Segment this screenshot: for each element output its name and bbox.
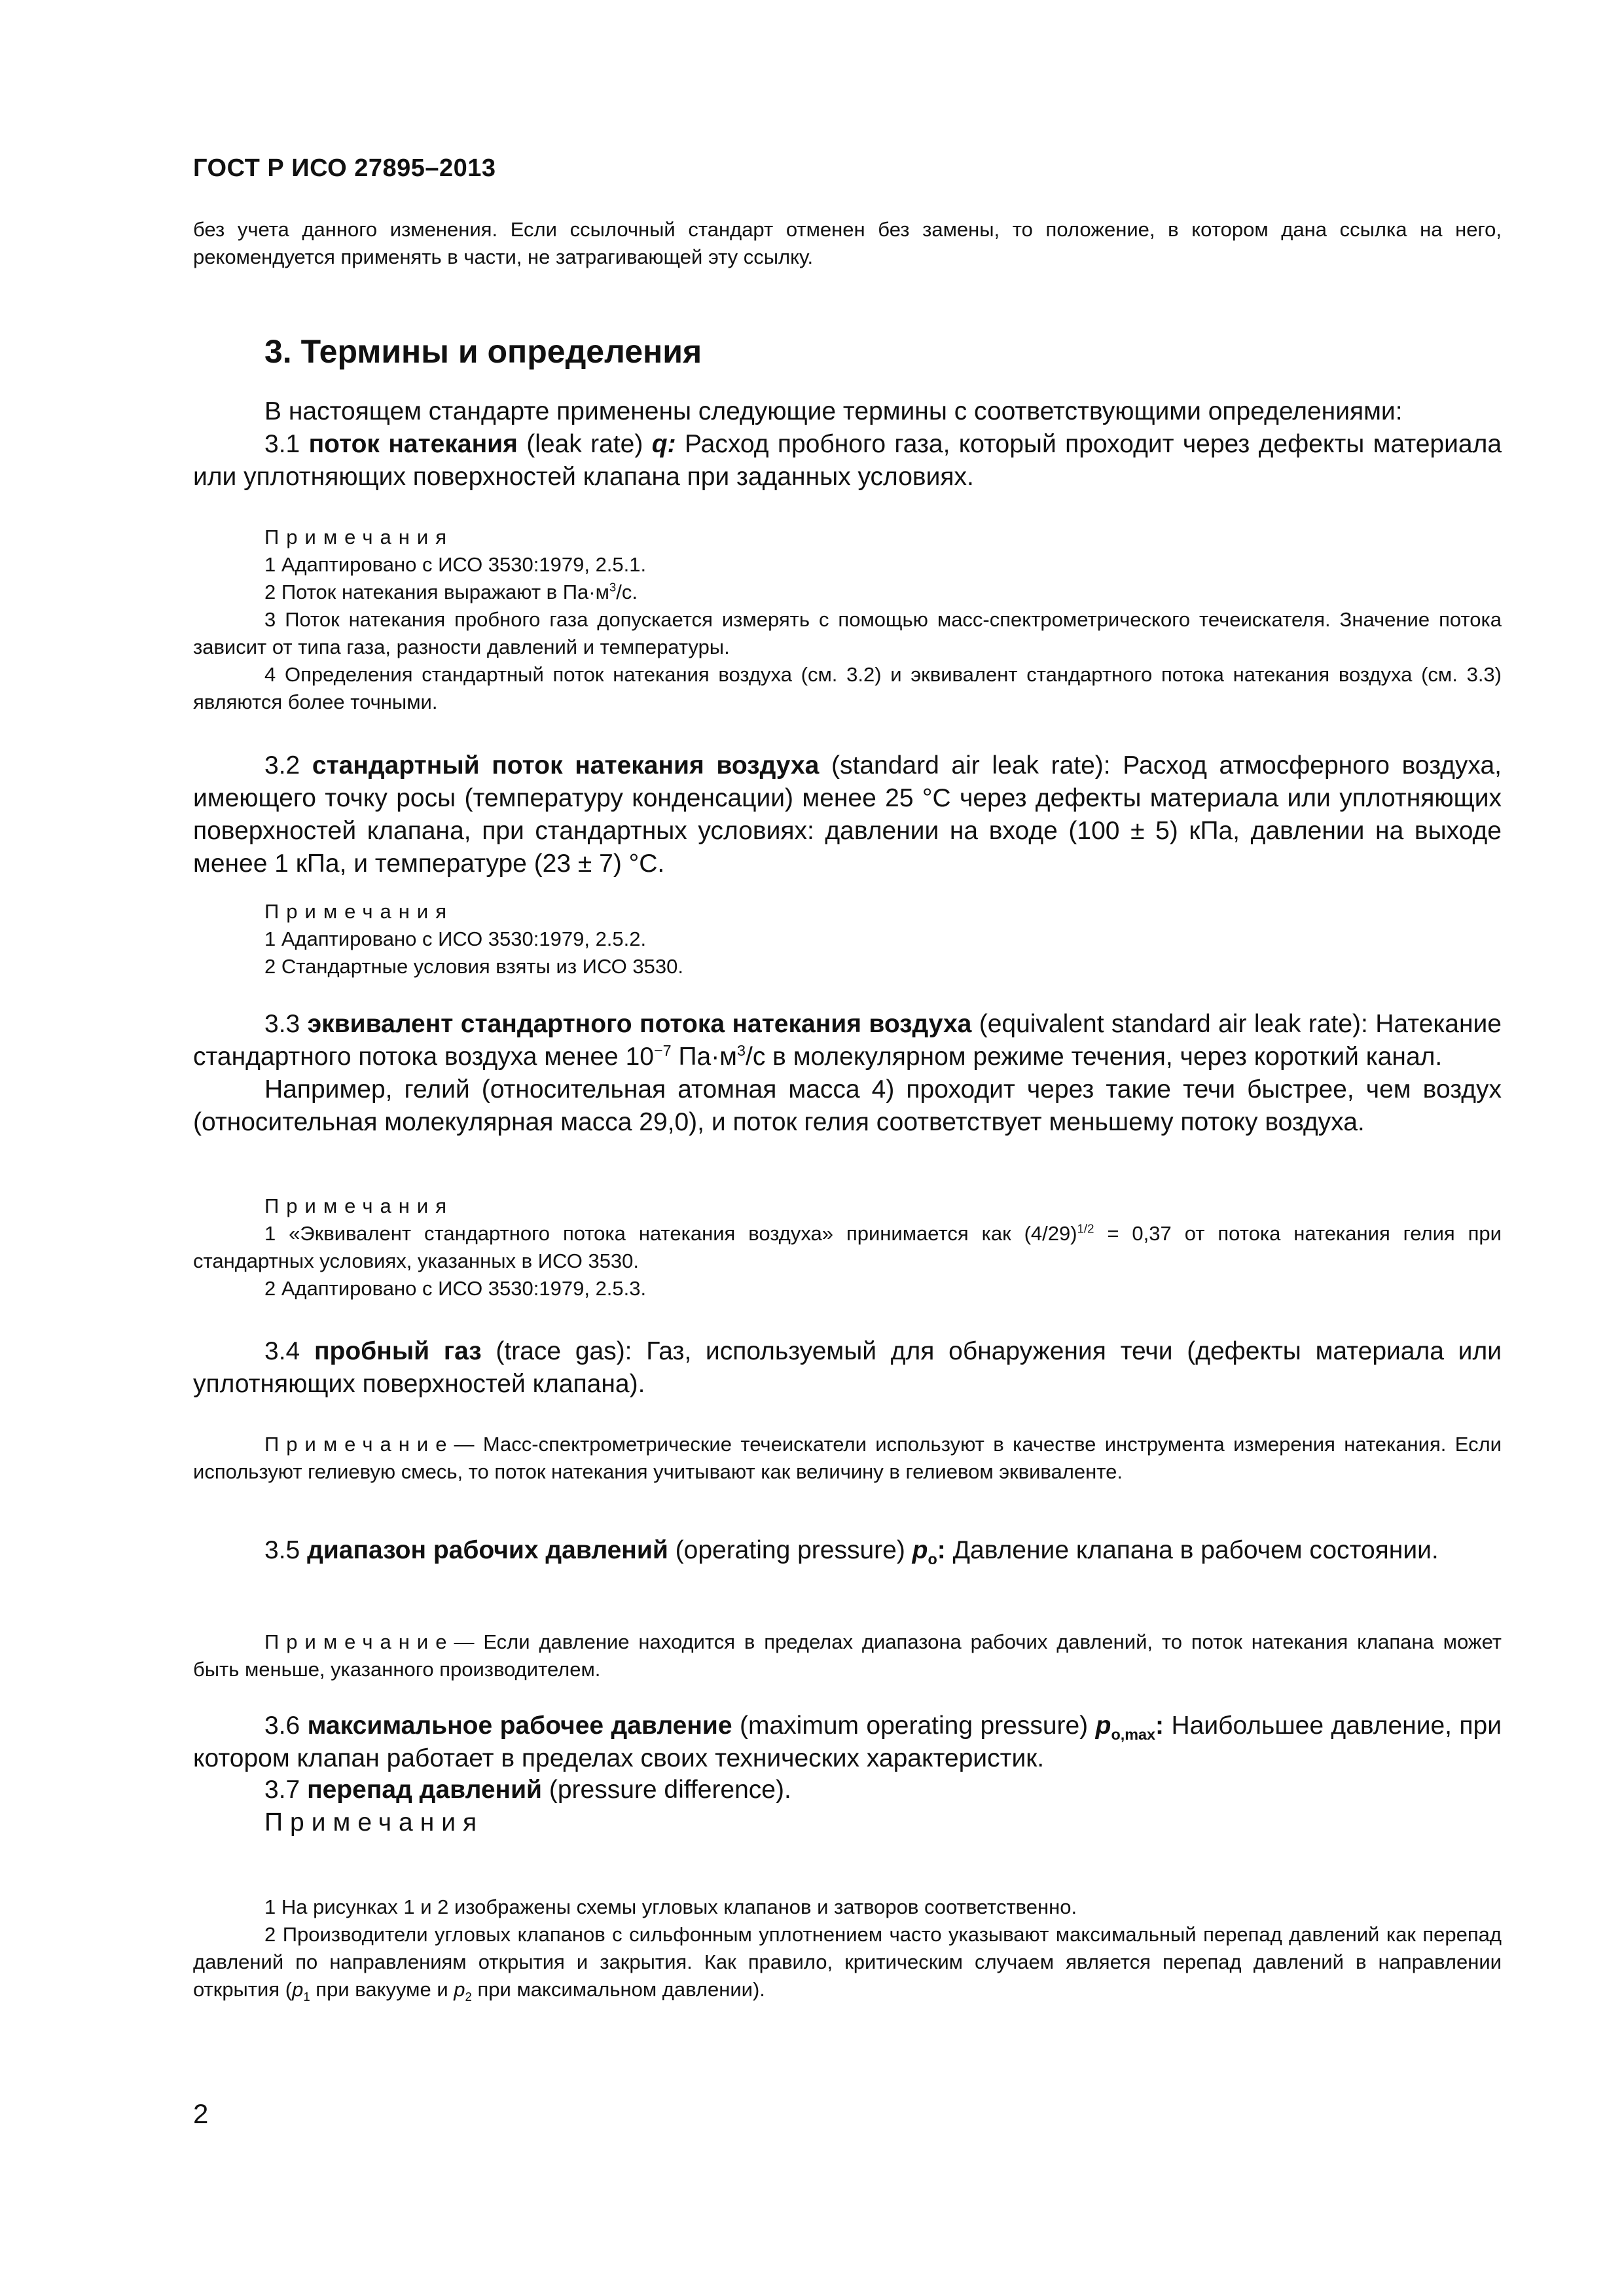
term-3-3 xyxy=(193,1008,1502,1139)
note-item-tail: /с. xyxy=(616,581,638,603)
symbol: p xyxy=(292,1978,304,2001)
notes-3-3 xyxy=(193,1193,1502,1302)
notes-title: Примечания xyxy=(264,1194,454,1217)
notes-3-1 xyxy=(193,524,1502,716)
superscript: 3 xyxy=(737,1042,746,1059)
note-label: Примечание xyxy=(264,1630,454,1653)
term-english: (standard air leak rate): xyxy=(831,751,1111,780)
note-item: 1 Адаптировано с ИСО 3530:1979, 2.5.1. xyxy=(264,553,647,576)
term-symbol: q: xyxy=(651,430,676,458)
term-definition: Наибольшее давление, при котором клапан работает в пределах своих технических характеристик. xyxy=(193,1712,1502,1772)
note-item: 1 На рисунках 1 и 2 изображены схемы угловых клапанов и затворов соответственно. xyxy=(264,1895,1077,1918)
term-english: (maximum operating pressure) xyxy=(740,1712,1089,1740)
subscript: o,max xyxy=(1111,1725,1156,1743)
note-item-part: при вакууме и xyxy=(310,1978,454,2001)
term-number: 3.4 xyxy=(264,1337,300,1365)
term-example: Например, гелий (относительная атомная масса 4) проходит через такие течи быстрее, чем воздух (относительная молекулярная масса 29,0), и поток гелия соответствует меньшему потоку воздуха. xyxy=(193,1075,1502,1136)
term-name: поток натекания xyxy=(308,430,518,458)
superscript: 3 xyxy=(609,580,617,594)
note-item: 4 Определения стандартный поток натекания воздуха (см. 3.2) и эквивалент стандартного потока натекания воздуха (см. 3.3) являются более точными. xyxy=(193,663,1502,713)
note-item: 2 Производители угловых клапанов с сильфонным уплотнением часто указывают максимальный перепад давлений как перепад давлений по направлениям открытия и закрытия. Как правило, критическим случаем является перепад давлений в направлении открытия ( xyxy=(193,1923,1502,2001)
term-english: (operating pressure) xyxy=(675,1536,905,1564)
term-name: пробный газ xyxy=(314,1337,482,1365)
colon: : xyxy=(937,1536,946,1564)
term-3-4 xyxy=(193,1335,1502,1401)
term-3-7 xyxy=(193,1774,1502,1839)
term-symbol: p xyxy=(912,1536,928,1564)
term-3-1 xyxy=(193,428,1502,493)
intro-paragraph: без учета данного изменения. Если ссылочный стандарт отменен без замены, то положение, в котором дана ссылка на него, рекомендуется применять в части, не затрагивающей эту ссылку. xyxy=(193,218,1502,268)
term-name: диапазон рабочих давлений xyxy=(307,1536,668,1564)
term-definition: Расход атмосферного воздуха, имеющего точку росы (температуру конденсации) менее 25 °С через дефекты материала или уплотняющих поверхностей клапана, при стандартных условиях: давлении на входе (100 ± 5) кПа, давлении на выходе менее 1 кПа, и температуре (23 ± 7) °С. xyxy=(193,751,1502,878)
term-number: 3.5 xyxy=(264,1536,300,1564)
term-name: эквивалент стандартного потока натекания воздуха xyxy=(307,1010,972,1038)
document-header: ГОСТ Р ИСО 27895–2013 xyxy=(193,154,496,182)
term-3-5 xyxy=(193,1534,1502,1567)
term-number: 3.6 xyxy=(264,1712,300,1740)
note-item: 1 «Эквивалент стандартного потока натекания воздуха» принимается как (4/29) xyxy=(264,1222,1077,1245)
term-3-2 xyxy=(193,749,1502,880)
note-3-4 xyxy=(193,1431,1502,1486)
term-3-6 xyxy=(193,1710,1502,1775)
term-number: 3.2 xyxy=(264,751,300,780)
term-definition-part: Па·м xyxy=(671,1043,737,1071)
term-english: (trace gas): xyxy=(496,1337,632,1365)
symbol: p xyxy=(454,1978,465,2001)
note-item: 1 Адаптировано с ИСО 3530:1979, 2.5.2. xyxy=(264,927,647,950)
superscript: 1/2 xyxy=(1077,1221,1094,1236)
note-3-5 xyxy=(193,1628,1502,1683)
note-item-part: при максимальном давлении). xyxy=(471,1978,765,2001)
term-definition: Расход пробного газа, который проходит через дефекты материала или уплотняющих поверхностей клапана при заданных условиях. xyxy=(193,430,1502,491)
superscript: −7 xyxy=(653,1042,672,1059)
subscript: 1 xyxy=(303,1990,310,2004)
term-number: 3.7 xyxy=(264,1776,300,1804)
notes-title: Примечания xyxy=(264,1808,484,1837)
note-text: — Масс-спектрометрические течеискатели используют в качестве инструмента измерения натекания. Если используют гелиевую смесь, то поток натекания учитывают как величину в гелиевом эквиваленте. xyxy=(193,1433,1502,1483)
term-definition: Давление клапана в рабочем состоянии. xyxy=(952,1536,1439,1564)
note-item: 2 Поток натекания выражают в Па·м xyxy=(264,581,609,603)
term-name: стандартный поток натекания воздуха xyxy=(312,751,820,780)
term-name: максимальное рабочее давление xyxy=(307,1712,732,1740)
term-name: перепад давлений xyxy=(307,1776,543,1804)
subscript: 2 xyxy=(465,1990,472,2004)
note-item: 2 Адаптировано с ИСО 3530:1979, 2.5.3. xyxy=(264,1277,647,1300)
term-english: (equivalent standard air leak rate): xyxy=(979,1010,1368,1038)
notes-title: Примечания xyxy=(264,900,454,923)
section-title: 3. Термины и определения xyxy=(264,333,702,370)
note-label: Примечание xyxy=(264,1433,454,1456)
notes-title: Примечания xyxy=(264,526,454,548)
note-text: — Если давление находится в пределах диапазона рабочих давлений, то поток натекания клапана может быть меньше, указанного производителем. xyxy=(193,1630,1502,1681)
term-english: (leak rate) xyxy=(526,430,643,458)
term-english: (pressure difference). xyxy=(549,1776,791,1804)
section-lead: В настоящем стандарте применены следующие термины с соответствующими определениями: xyxy=(264,397,1403,425)
page-number: 2 xyxy=(193,2098,209,2129)
term-number: 3.1 xyxy=(264,430,300,458)
notes-3-2 xyxy=(193,898,1502,980)
colon: : xyxy=(1155,1712,1164,1740)
note-item: 2 Стандартные условия взяты из ИСО 3530. xyxy=(264,955,683,978)
term-definition-part: /с в молекулярном режиме течения, через короткий канал. xyxy=(746,1043,1443,1071)
subscript: o xyxy=(928,1550,937,1568)
note-item-tail: = 0,37 от потока натекания гелия при стандартных условиях, указанных в ИСО 3530. xyxy=(193,1222,1502,1272)
note-item: 3 Поток натекания пробного газа допускается измерять с помощью масс-спектрометрического течеискателя. Значение потока зависит от типа газа, разности давлений и температуры. xyxy=(193,608,1502,658)
term-number: 3.3 xyxy=(264,1010,300,1038)
term-definition: Газ, используемый для обнаружения течи (дефекты материала или уплотняющих поверхностей клапана). xyxy=(193,1337,1502,1398)
notes-3-7 xyxy=(193,1893,1502,2003)
term-symbol: p xyxy=(1095,1712,1111,1740)
term-definition: Натекание стандартного потока воздуха менее 10 xyxy=(193,1010,1502,1071)
